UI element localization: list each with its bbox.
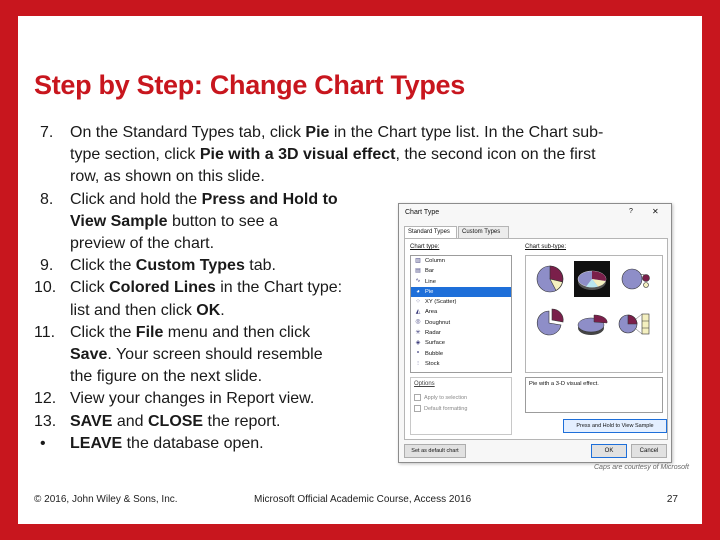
apply-to-selection-checkbox[interactable]: [414, 394, 467, 401]
exploded-pie-icon: [616, 261, 652, 297]
step-emphasis: OK: [196, 301, 221, 319]
chart-type-item[interactable]: [411, 318, 511, 328]
chart-type-label: Bar: [425, 268, 435, 275]
scatter-chart-icon: ⁘: [415, 298, 421, 305]
area-chart-icon: ◭: [415, 309, 421, 316]
chart-type-label: Chart type:: [410, 244, 440, 250]
subtype-pie-3d[interactable]: [574, 261, 610, 297]
chart-type-item[interactable]: [411, 256, 511, 266]
standard-types-panel: [404, 238, 668, 440]
chart-type-label: XY (Scatter): [425, 299, 457, 306]
step-text: Click the: [70, 323, 136, 341]
tab-custom-types[interactable]: Custom Types: [458, 226, 509, 238]
default-formatting-checkbox[interactable]: [414, 405, 467, 412]
chart-type-item[interactable]: [411, 338, 511, 348]
chart-subtype-label: Chart sub-type:: [525, 244, 567, 250]
step-emphasis: LEAVE: [70, 434, 123, 452]
step-number: 13.: [34, 412, 57, 430]
chart-type-item[interactable]: [411, 359, 511, 369]
step-text: row, as shown on this slide.: [70, 168, 265, 186]
step-emphasis: Custom Types: [135, 257, 245, 275]
chart-type-dialog: [398, 203, 672, 463]
step-emphasis: Press and Hold to: [201, 190, 338, 208]
chart-type-list[interactable]: [410, 255, 512, 373]
step-item: [34, 122, 694, 189]
step-text: in the Chart type list. In the Chart sub-: [329, 124, 604, 141]
step-text: list and then click: [70, 301, 197, 319]
pie-3d-icon: [574, 261, 610, 297]
radar-chart-icon: ✳: [415, 329, 421, 336]
step-text: View your changes in Report view.: [70, 390, 315, 408]
step-emphasis: View Sample: [70, 212, 168, 230]
step-text: Click: [70, 279, 110, 297]
chart-type-item[interactable]: [411, 328, 511, 338]
step-number: •: [40, 434, 46, 452]
step-text: and: [112, 412, 148, 430]
surface-chart-icon: ◈: [415, 340, 421, 347]
chart-type-item[interactable]: [411, 277, 511, 287]
subtype-pie[interactable]: [532, 261, 568, 297]
set-default-chart-button[interactable]: Set as default chart: [404, 444, 466, 458]
step-text: . Your screen should resemble: [107, 346, 323, 364]
step-emphasis: CLOSE: [147, 412, 204, 430]
subtype-description: [525, 377, 663, 413]
chart-type-label: Column: [425, 258, 445, 264]
step-emphasis: Colored Lines: [109, 279, 216, 297]
doughnut-chart-icon: ◎: [415, 319, 421, 326]
column-chart-icon: ▥: [415, 257, 421, 264]
chart-type-label: Bubble: [425, 350, 444, 357]
image-caption: Caps are courtesy of Microsoft: [594, 464, 689, 471]
close-icon[interactable]: ✕: [652, 207, 659, 216]
chart-type-label: Doughnut: [425, 319, 451, 326]
step-emphasis: File: [135, 323, 164, 341]
step-text: Click the: [70, 257, 136, 275]
exploded-pie-alt-icon: [532, 306, 568, 342]
step-number: 12.: [34, 390, 57, 408]
subtype-bar-of-pie[interactable]: [616, 306, 652, 342]
ok-button[interactable]: OK: [591, 444, 627, 458]
step-text: On the Standard Types tab, click: [70, 124, 306, 141]
bar-chart-icon: ▤: [415, 267, 421, 274]
page-number: 27: [666, 494, 678, 505]
chart-type-item[interactable]: [411, 307, 511, 317]
slide: [18, 16, 702, 524]
step-number: 7.: [40, 124, 54, 141]
subtype-exploded-pie[interactable]: [616, 261, 652, 297]
chart-subtype-gallery: [525, 255, 663, 373]
step-text: in the Chart type:: [215, 279, 343, 297]
step-number: 11.: [34, 323, 56, 341]
step-number: 10.: [34, 279, 57, 297]
chart-type-item[interactable]: [411, 349, 511, 359]
step-text: preview of the chart.: [70, 235, 215, 253]
chart-type-label: Surface: [425, 340, 445, 347]
step-text: .: [220, 301, 225, 319]
chart-type-item[interactable]: [411, 297, 511, 307]
step-emphasis: Pie with a 3D visual effect: [199, 146, 396, 164]
footer-course: Microsoft Official Academic Course, Access 2016: [254, 494, 472, 505]
step-text: button to see a: [167, 212, 278, 230]
step-emphasis: SAVE: [70, 412, 113, 430]
slide-title: Step by Step: Change Chart Types: [34, 70, 465, 100]
chart-type-label: Area: [425, 309, 438, 316]
tab-standard-types[interactable]: Standard Types: [404, 226, 457, 238]
step-text: the figure on the next slide.: [70, 368, 263, 386]
step-emphasis: Save: [70, 346, 108, 364]
step-text: , the second icon on the first: [395, 146, 596, 164]
checkbox-icon: [414, 394, 421, 401]
dialog-title: Chart Type: [405, 209, 440, 216]
bar-of-pie-icon: [616, 306, 652, 342]
subtype-description-text: Pie with a 3-D visual effect.: [529, 381, 599, 387]
cancel-button[interactable]: Cancel: [631, 444, 667, 458]
pie-chart-icon: ◕: [416, 288, 420, 295]
step-text: type section, click: [70, 146, 200, 164]
chart-type-label: Line: [425, 278, 436, 285]
bubble-chart-icon: ⚬: [415, 350, 421, 357]
subtype-exploded-pie-3d[interactable]: [574, 306, 610, 342]
chart-type-label: Stock: [425, 360, 440, 367]
chart-type-label: Pie: [425, 288, 434, 295]
step-text: menu and then click: [163, 323, 311, 341]
stock-chart-icon: ⫶: [417, 360, 419, 367]
subtype-exploded-pie-alt[interactable]: [532, 306, 568, 342]
step-text: the database open.: [122, 434, 264, 452]
line-chart-icon: ∿: [415, 278, 421, 285]
step-emphasis: Pie: [305, 124, 330, 141]
step-number: 9.: [40, 257, 54, 275]
pie-icon: [532, 261, 568, 297]
press-and-hold-button[interactable]: Press and Hold to View Sample: [563, 419, 667, 433]
footer-copyright: © 2016, John Wiley & Sons, Inc.: [34, 494, 178, 505]
chart-type-item[interactable]: [411, 287, 511, 297]
step-number: 8.: [40, 190, 54, 208]
options-group: [410, 377, 512, 435]
options-label: Options: [414, 381, 435, 387]
default-formatting-label: Default formatting: [424, 405, 468, 412]
help-icon[interactable]: ?: [629, 208, 633, 215]
step-text: Click and hold the: [70, 190, 202, 208]
step-text: tab.: [244, 257, 276, 275]
step-text: the report.: [203, 412, 281, 430]
checkbox-icon: [414, 405, 421, 412]
chart-type-label: Radar: [425, 330, 441, 337]
exploded-pie-3d-icon: [574, 306, 610, 342]
chart-type-item[interactable]: [411, 266, 511, 276]
apply-to-selection-label: Apply to selection: [424, 394, 468, 401]
